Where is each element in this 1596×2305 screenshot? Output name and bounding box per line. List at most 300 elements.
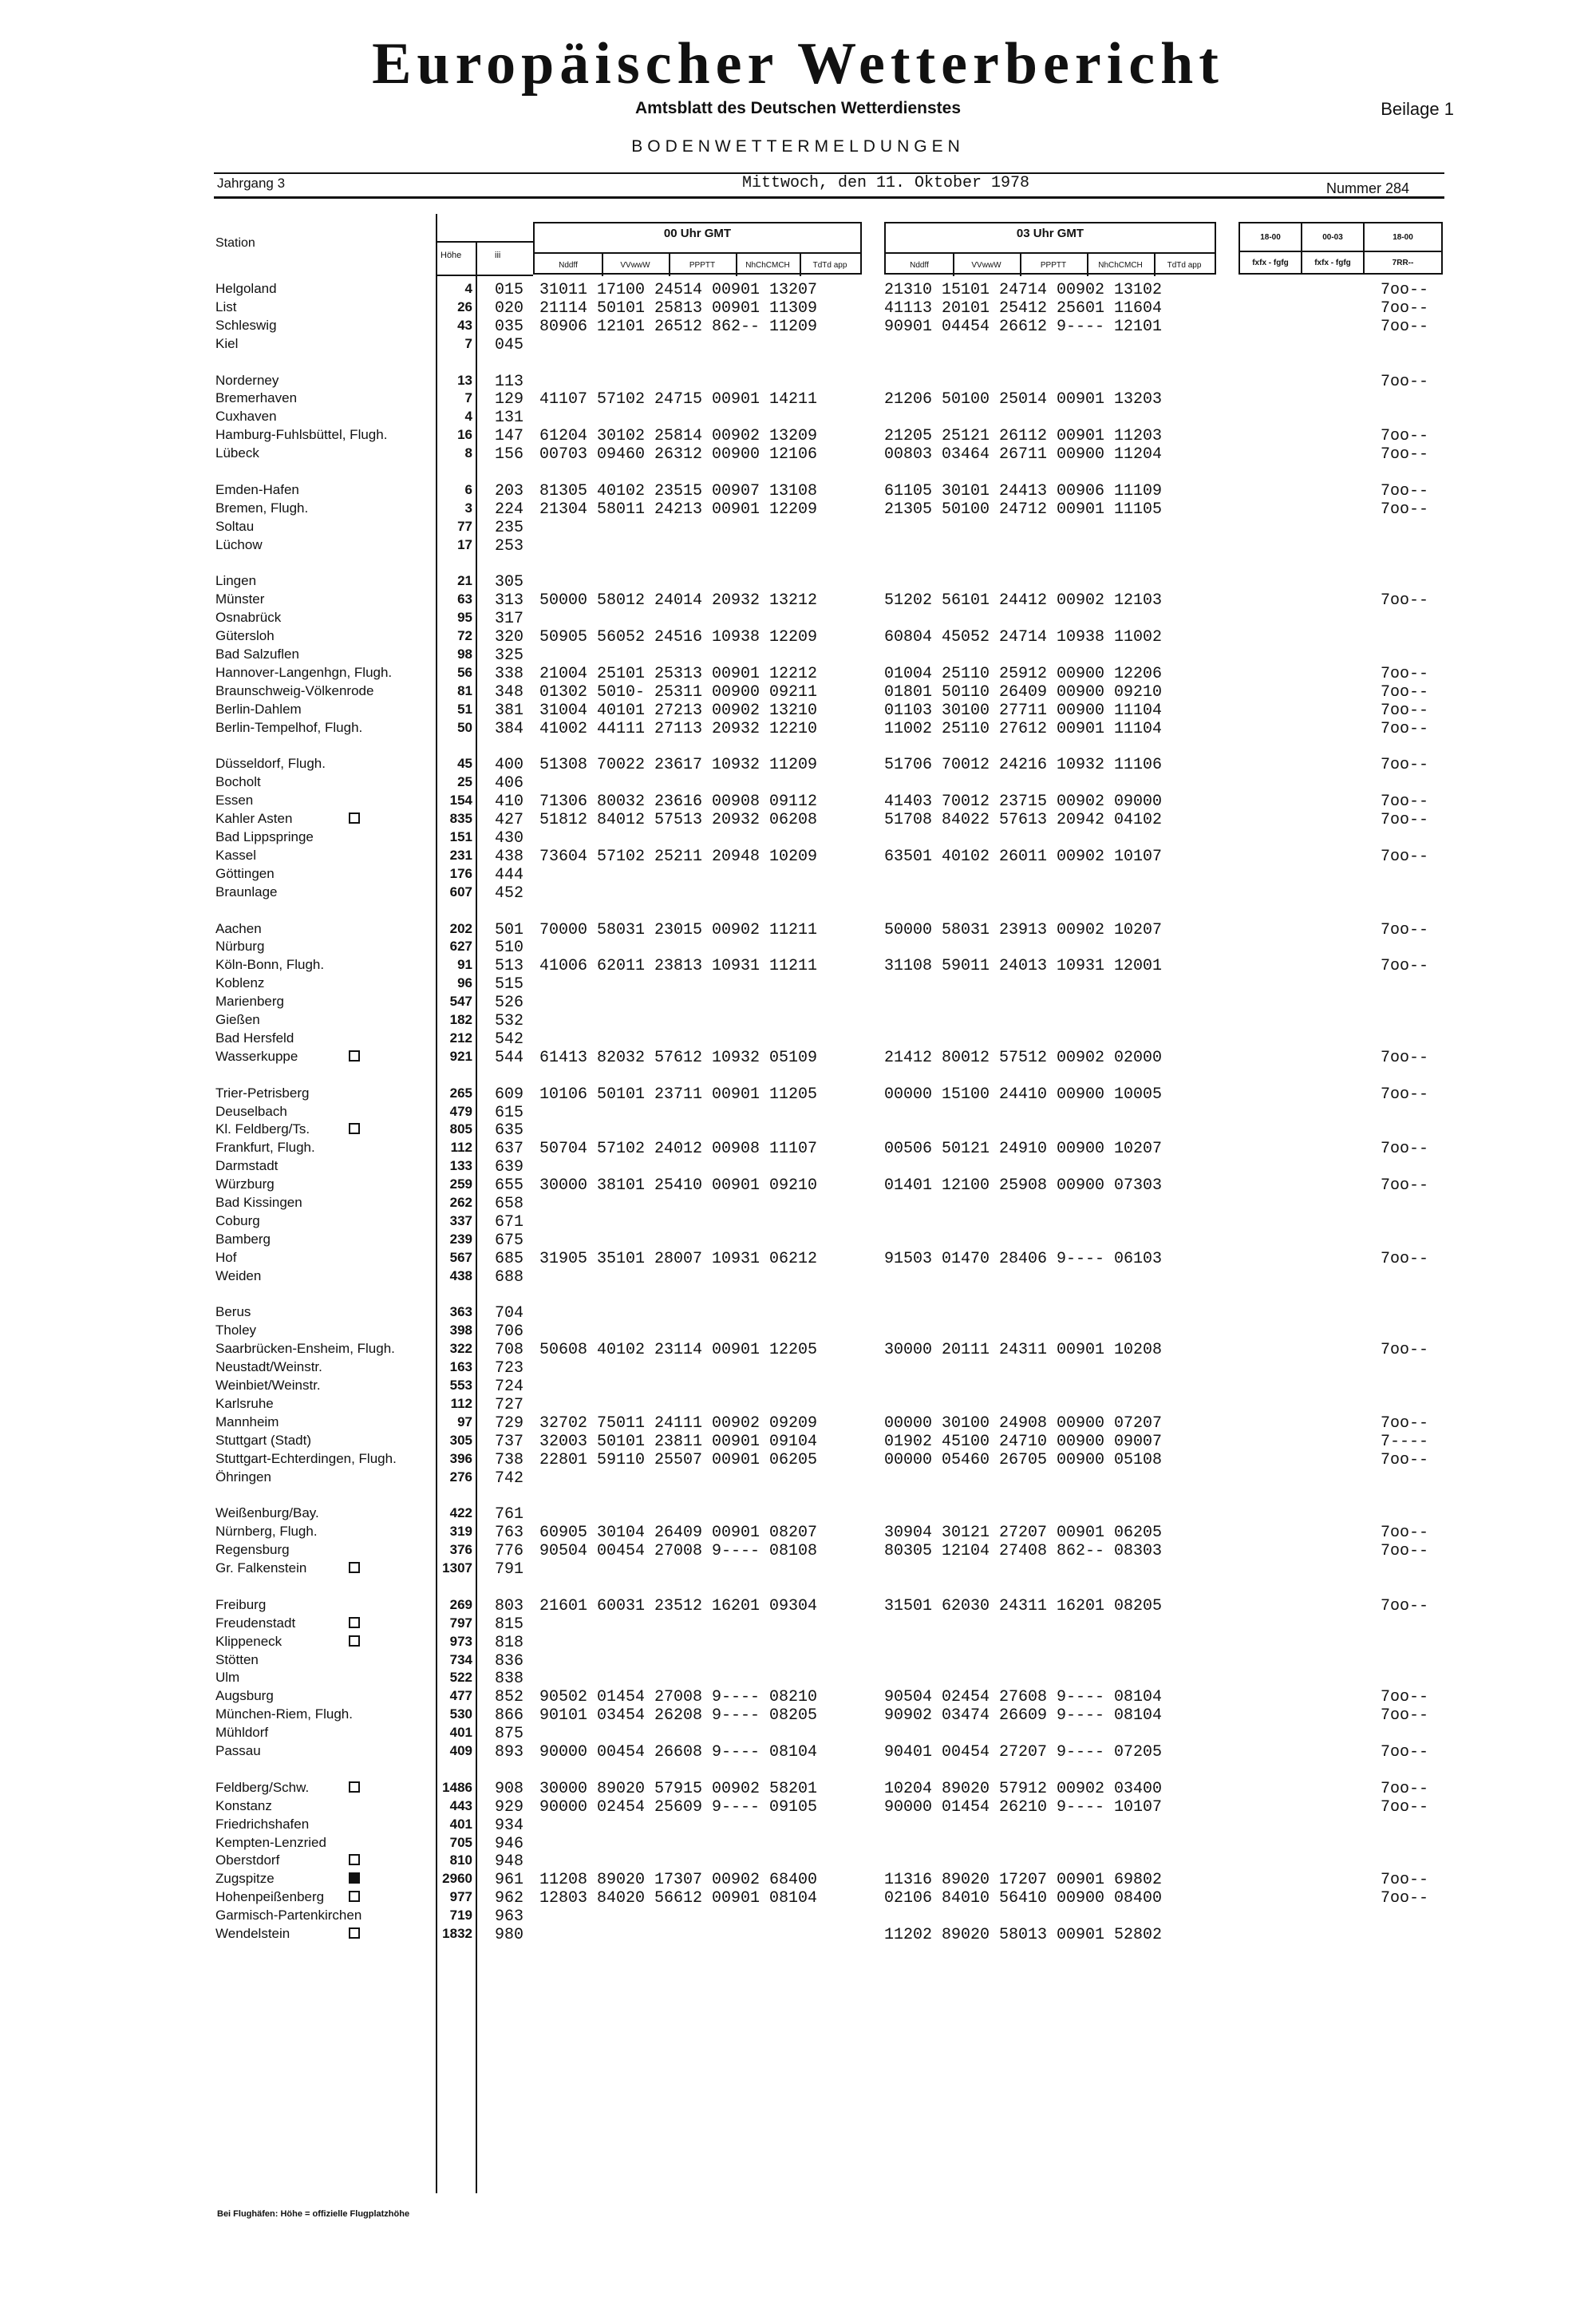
- table-row: [0, 939, 1596, 957]
- precip-group: 7oo--: [1381, 1889, 1429, 1908]
- station-index: 836: [495, 1651, 524, 1670]
- obs-03-utc: 31108 59011 24013 10931 12001: [884, 957, 1163, 976]
- station-index: 452: [495, 884, 524, 903]
- station-height: 13: [457, 372, 472, 388]
- station-name: Freudenstadt: [215, 1615, 296, 1631]
- station-index: 400: [495, 756, 524, 775]
- precip-group: 7oo--: [1381, 1688, 1429, 1707]
- station-height: 719: [449, 1908, 472, 1923]
- station-height: 133: [449, 1158, 472, 1174]
- station-height: 77: [457, 518, 472, 534]
- table-row: [0, 1414, 1596, 1433]
- table-row: [0, 500, 1596, 519]
- station-name: Karlsruhe: [215, 1395, 274, 1411]
- station-index: 381: [495, 701, 524, 720]
- obs-00-utc: 30000 38101 25410 00901 09210: [539, 1176, 818, 1196]
- table-row: [0, 1469, 1596, 1488]
- group-00-utc: [533, 222, 862, 275]
- station-name: Schleswig: [215, 317, 277, 333]
- filled-square-icon: [349, 1872, 360, 1884]
- station-index: 818: [495, 1633, 524, 1652]
- obs-00-utc: 81305 40102 23515 00907 13108: [539, 481, 818, 500]
- station-height: 810: [449, 1852, 472, 1868]
- station-index: 305: [495, 573, 524, 592]
- station-name: Mühldorf: [215, 1725, 269, 1741]
- square-icon: [349, 812, 360, 824]
- station-name: Koblenz: [215, 975, 265, 991]
- volume-label: Jahrgang 3: [217, 176, 286, 191]
- table-row: [0, 445, 1596, 464]
- station-height: 265: [449, 1085, 472, 1101]
- table-row: [0, 756, 1596, 774]
- ext-rr-sub: 7RR--: [1392, 258, 1414, 267]
- col-ext-18-00: [1238, 222, 1302, 275]
- station-index: 655: [495, 1176, 524, 1196]
- obs-03-utc: 31501 62030 24311 16201 08205: [884, 1596, 1163, 1615]
- table-row: [0, 1706, 1596, 1725]
- obs-00-utc: 90504 00454 27008 9---- 08108: [539, 1542, 818, 1561]
- ext-00-03-sub: fxfx - fgfg: [1314, 258, 1351, 267]
- station-height: 973: [449, 1633, 472, 1649]
- station-index: 980: [495, 1926, 524, 1944]
- table-row: [0, 1176, 1596, 1195]
- table-row: [0, 1121, 1596, 1140]
- obs-03-utc: 11316 89020 17207 00901 69802: [884, 1871, 1163, 1890]
- station-height: 4: [464, 281, 472, 296]
- table-row: [0, 1871, 1596, 1889]
- station-index: 727: [495, 1395, 524, 1414]
- obs-00-utc: 21114 50101 25813 00901 11309: [539, 299, 818, 318]
- precip-group: 7oo--: [1381, 1085, 1429, 1104]
- obs-03-utc: 01902 45100 24710 00900 09007: [884, 1432, 1163, 1451]
- obs-00-utc: 51308 70022 23617 10932 11209: [539, 756, 818, 775]
- square-icon: [349, 1927, 360, 1939]
- station-height: 151: [449, 829, 472, 844]
- station-height: 398: [449, 1323, 472, 1338]
- col-vvwww: VVwwW: [602, 254, 670, 276]
- station-height: 81: [457, 682, 472, 698]
- obs-00-utc: 61204 30102 25814 00902 13209: [539, 427, 818, 446]
- ext-00-03-title: 00-03: [1302, 223, 1363, 252]
- col-ext-00-03: [1301, 222, 1365, 275]
- station-index: 763: [495, 1524, 524, 1543]
- station-height: 45: [457, 756, 472, 772]
- station-name: Lüchow: [215, 536, 263, 552]
- table-row: [0, 1104, 1596, 1122]
- station-index: 852: [495, 1688, 524, 1707]
- station-height: 97: [457, 1413, 472, 1429]
- table-row: [0, 537, 1596, 555]
- station-height: 479: [449, 1103, 472, 1119]
- table-row: [0, 975, 1596, 994]
- obs-00-utc: 90502 01454 27008 9---- 08210: [539, 1688, 818, 1707]
- obs-00-utc: 41107 57102 24715 00901 14211: [539, 390, 818, 409]
- obs-00-utc: 10106 50101 23711 00901 11205: [539, 1085, 818, 1104]
- obs-03-utc: 60804 45052 24714 10938 11002: [884, 628, 1163, 647]
- station-height: 56: [457, 664, 472, 680]
- rule-hoehe-header-top: [436, 241, 533, 243]
- station-name: Oberstdorf: [215, 1852, 280, 1868]
- obs-03-utc: 21305 50100 24712 00901 11105: [884, 500, 1163, 519]
- precip-group: 7oo--: [1381, 481, 1429, 500]
- table-row: [0, 646, 1596, 665]
- table-row: [0, 610, 1596, 628]
- station-index: 542: [495, 1030, 524, 1049]
- table-row: [0, 318, 1596, 336]
- station-height: 305: [449, 1432, 472, 1448]
- station-index: 348: [495, 682, 524, 702]
- precip-group: 7oo--: [1381, 317, 1429, 336]
- obs-03-utc: 01401 12100 25908 00900 07303: [884, 1176, 1163, 1196]
- station-name: Lingen: [215, 573, 257, 589]
- table-row: [0, 1049, 1596, 1067]
- station-index: 235: [495, 518, 524, 537]
- table-row: [0, 829, 1596, 848]
- station-name: Soltau: [215, 518, 255, 534]
- station-index: 929: [495, 1797, 524, 1817]
- obs-00-utc: 61413 82032 57612 10932 05109: [539, 1048, 818, 1067]
- precip-group: 7oo--: [1381, 1596, 1429, 1615]
- obs-03-utc: 01004 25110 25912 00900 12206: [884, 664, 1163, 683]
- station-index: 444: [495, 865, 524, 884]
- col-ext-rr: [1363, 222, 1443, 275]
- table-row: [0, 482, 1596, 500]
- station-index: 510: [495, 939, 524, 958]
- obs-00-utc: 31004 40101 27213 00902 13210: [539, 701, 818, 720]
- station-name: Marienberg: [215, 994, 284, 1010]
- station-height: 276: [449, 1469, 472, 1485]
- obs-03-utc: 90901 04454 26612 9---- 12101: [884, 317, 1163, 336]
- station-index: 147: [495, 427, 524, 446]
- station-height: 322: [449, 1341, 472, 1357]
- station-index: 320: [495, 628, 524, 647]
- station-height: 2960: [442, 1871, 472, 1887]
- station-name: Braunlage: [215, 884, 278, 899]
- precip-group: 7oo--: [1381, 591, 1429, 611]
- station-height: 91: [457, 957, 472, 973]
- station-name: Gr. Falkenstein: [215, 1560, 307, 1576]
- obs-03-utc: 51706 70012 24216 10932 11106: [884, 756, 1163, 775]
- table-row: [0, 1085, 1596, 1104]
- station-height: 17: [457, 536, 472, 552]
- obs-00-utc: 51812 84012 57513 20932 06208: [539, 811, 818, 830]
- station-name: Osnabrück: [215, 610, 282, 626]
- station-height: 95: [457, 610, 472, 626]
- obs-03-utc: 21412 80012 57512 00902 02000: [884, 1048, 1163, 1067]
- obs-00-utc: 01302 5010- 25311 00900 09211: [539, 682, 818, 702]
- station-name: Freiburg: [215, 1596, 267, 1612]
- obs-03-utc: 11202 89020 58013 00901 52802: [884, 1926, 1163, 1944]
- group-03-utc: [884, 222, 1216, 275]
- col-nddff: Nddff: [535, 254, 603, 276]
- station-height: 530: [449, 1706, 472, 1722]
- station-height: 443: [449, 1797, 472, 1813]
- table-row: [0, 811, 1596, 829]
- station-index: 706: [495, 1323, 524, 1342]
- station-height: 401: [449, 1816, 472, 1832]
- station-height: 259: [449, 1176, 472, 1192]
- obs-03-utc: 00000 05460 26705 00900 05108: [884, 1450, 1163, 1469]
- obs-00-utc: 21601 60031 23512 16201 09304: [539, 1596, 818, 1615]
- station-index: 532: [495, 1012, 524, 1030]
- station-index: 131: [495, 409, 524, 428]
- station-index: 156: [495, 445, 524, 465]
- precip-group: 7oo--: [1381, 811, 1429, 830]
- obs-03-utc: 61105 30101 24413 00906 11109: [884, 481, 1163, 500]
- table-row: [0, 1652, 1596, 1670]
- precip-group: 7oo--: [1381, 1524, 1429, 1543]
- station-name: Trier-Petrisberg: [215, 1085, 310, 1101]
- station-name: Braunschweig-Völkenrode: [215, 682, 374, 698]
- col-nhchcmch: NhChCMCH: [736, 254, 801, 276]
- obs-00-utc: 71306 80032 23616 00908 09112: [539, 793, 818, 812]
- table-row: [0, 628, 1596, 646]
- table-row: [0, 299, 1596, 318]
- station-height: 202: [449, 920, 472, 936]
- table-row: [0, 390, 1596, 409]
- table-row: [0, 373, 1596, 391]
- station-height: 705: [449, 1834, 472, 1850]
- square-icon: [349, 1854, 360, 1865]
- station-index: 688: [495, 1267, 524, 1287]
- precip-group: 7oo--: [1381, 1779, 1429, 1798]
- precip-group: 7oo--: [1381, 682, 1429, 702]
- station-name: Weiden: [215, 1267, 262, 1283]
- table-row: [0, 336, 1596, 354]
- table-row: [0, 702, 1596, 720]
- obs-00-utc: 21304 58011 24213 00901 12209: [539, 500, 818, 519]
- obs-03-utc: 51202 56101 24412 00902 12103: [884, 591, 1163, 611]
- precip-group: 7oo--: [1381, 1542, 1429, 1561]
- station-height: 319: [449, 1524, 472, 1540]
- table-row: [0, 921, 1596, 939]
- station-index: 129: [495, 390, 524, 409]
- obs-00-utc: 41002 44111 27113 20932 12210: [539, 719, 818, 738]
- table-row: [0, 1359, 1596, 1378]
- station-name: Mannheim: [215, 1413, 279, 1429]
- station-index: 635: [495, 1121, 524, 1141]
- station-name: Bremerhaven: [215, 390, 298, 406]
- obs-00-utc: 22801 59110 25507 00901 06205: [539, 1450, 818, 1469]
- report-kind: BODENWETTERMELDUNGEN: [631, 137, 965, 156]
- station-index: 430: [495, 829, 524, 848]
- station-index: 544: [495, 1048, 524, 1067]
- precip-group: 7oo--: [1381, 756, 1429, 775]
- precip-group: 7oo--: [1381, 445, 1429, 465]
- obs-00-utc: 30000 89020 57915 00902 58201: [539, 1779, 818, 1798]
- station-index: 742: [495, 1469, 524, 1488]
- rule-under-subheader: [436, 275, 533, 276]
- obs-03-utc: 30904 30121 27207 00901 06205: [884, 1524, 1163, 1543]
- station-index: 035: [495, 317, 524, 336]
- station-name: Hof: [215, 1249, 237, 1265]
- precip-group: 7oo--: [1381, 500, 1429, 519]
- table-row: [0, 1505, 1596, 1524]
- obs-03-utc: 41403 70012 23715 00902 09000: [884, 793, 1163, 812]
- table-row: [0, 774, 1596, 793]
- station-name: Kassel: [215, 847, 257, 863]
- station-name: Würzburg: [215, 1176, 275, 1192]
- station-name: Feldberg/Schw.: [215, 1779, 310, 1795]
- station-height: 438: [449, 1267, 472, 1283]
- station-height: 1486: [442, 1779, 472, 1795]
- table-row: [0, 793, 1596, 811]
- station-height: 422: [449, 1505, 472, 1521]
- station-index: 791: [495, 1560, 524, 1579]
- station-index: 313: [495, 591, 524, 611]
- station-height: 26: [457, 299, 472, 314]
- station-index: 639: [495, 1158, 524, 1177]
- obs-03-utc: 30000 20111 24311 00901 10208: [884, 1341, 1163, 1360]
- obs-03-utc: 00000 30100 24908 00900 07207: [884, 1413, 1163, 1433]
- station-name: Passau: [215, 1743, 261, 1758]
- group-03-title: 03 Uhr GMT: [1016, 227, 1084, 240]
- station-index: 406: [495, 774, 524, 793]
- square-icon: [349, 1617, 360, 1628]
- station-height: 607: [449, 884, 472, 899]
- station-height: 401: [449, 1725, 472, 1741]
- station-name: Klippeneck: [215, 1633, 282, 1649]
- hoehe-column-header: Höhe: [440, 251, 462, 260]
- station-index: 020: [495, 299, 524, 318]
- station-name: Berlin-Tempelhof, Flugh.: [215, 719, 363, 735]
- station-index: 317: [495, 610, 524, 629]
- station-name: Emden-Hafen: [215, 481, 299, 497]
- obs-03-utc: 01103 30100 27711 00900 11104: [884, 701, 1163, 720]
- obs-03-utc: 10204 89020 57912 00902 03400: [884, 1779, 1163, 1798]
- station-height: 63: [457, 591, 472, 607]
- station-name: Gießen: [215, 1012, 260, 1027]
- station-height: 98: [457, 646, 472, 662]
- obs-03-utc: 90000 01454 26210 9---- 10107: [884, 1797, 1163, 1817]
- obs-03-utc: 00803 03464 26711 00900 11204: [884, 445, 1163, 465]
- station-name: Helgoland: [215, 281, 277, 296]
- station-height: 409: [449, 1743, 472, 1758]
- station-name: Stötten: [215, 1651, 259, 1667]
- station-name: Hannover-Langenhgn, Flugh.: [215, 664, 393, 680]
- precip-group: 7oo--: [1381, 847, 1429, 866]
- station-name: Bremen, Flugh.: [215, 500, 309, 516]
- obs-03-utc: 90504 02454 27608 9---- 08104: [884, 1688, 1163, 1707]
- obs-03-utc: 02106 84010 56410 00900 08400: [884, 1889, 1163, 1908]
- station-name: Lübeck: [215, 445, 259, 461]
- station-index: 410: [495, 793, 524, 812]
- station-index: 325: [495, 646, 524, 665]
- station-index: 685: [495, 1249, 524, 1268]
- station-index: 203: [495, 481, 524, 500]
- table-row: [0, 994, 1596, 1012]
- table-row: [0, 683, 1596, 702]
- station-index: 671: [495, 1212, 524, 1232]
- table-row: [0, 1378, 1596, 1396]
- station-height: 176: [449, 865, 472, 881]
- table-row: [0, 519, 1596, 537]
- precip-group: 7oo--: [1381, 1048, 1429, 1067]
- obs-03-utc: 90902 03474 26609 9---- 08104: [884, 1706, 1163, 1726]
- table-row: [0, 1780, 1596, 1798]
- table-row: [0, 1140, 1596, 1158]
- obs-03-utc: 01801 50110 26409 00900 09210: [884, 682, 1163, 702]
- station-height: 212: [449, 1030, 472, 1046]
- station-name: Hamburg-Fuhlsbüttel, Flugh.: [215, 427, 388, 443]
- station-name: Cuxhaven: [215, 409, 277, 425]
- iii-column-header: iii: [495, 251, 501, 260]
- station-name: Coburg: [215, 1212, 260, 1228]
- station-name: Stuttgart-Echterdingen, Flugh.: [215, 1450, 397, 1466]
- station-index: 948: [495, 1852, 524, 1872]
- station-index: 501: [495, 920, 524, 939]
- station-name: Garmisch-Partenkirchen: [215, 1908, 362, 1923]
- station-name: Aachen: [215, 920, 262, 936]
- station-name: Saarbrücken-Ensheim, Flugh.: [215, 1341, 395, 1357]
- table-row: [0, 1743, 1596, 1761]
- station-height: 112: [450, 1140, 472, 1156]
- square-icon: [349, 1123, 360, 1134]
- station-name: Kl. Feldberg/Ts.: [215, 1121, 310, 1137]
- station-index: 776: [495, 1542, 524, 1561]
- station-height: 567: [449, 1249, 472, 1265]
- table-row: [0, 1232, 1596, 1250]
- station-height: 3: [464, 500, 472, 516]
- table-row: [0, 1030, 1596, 1049]
- obs-00-utc: 00703 09460 26312 00900 12106: [539, 445, 818, 465]
- table-row: [0, 665, 1596, 683]
- precip-group: 7oo--: [1381, 1743, 1429, 1761]
- station-height: 363: [449, 1304, 472, 1320]
- obs-03-utc: 51708 84022 57613 20942 04102: [884, 811, 1163, 830]
- station-index: 427: [495, 811, 524, 830]
- obs-00-utc: 50000 58012 24014 20932 13212: [539, 591, 818, 611]
- footnote: Bei Flughäfen: Höhe = offizielle Flugplatzhöhe: [217, 2209, 410, 2219]
- table-row: [0, 720, 1596, 738]
- obs-00-utc: 50608 40102 23114 00901 12205: [539, 1341, 818, 1360]
- station-height: 835: [449, 811, 472, 827]
- table-row: [0, 884, 1596, 903]
- station-height: 7: [464, 335, 472, 351]
- station-name: Kahler Asten: [215, 811, 293, 827]
- station-height: 477: [449, 1688, 472, 1704]
- station-name: Stuttgart (Stadt): [215, 1432, 311, 1448]
- station-height: 7: [464, 390, 472, 406]
- station-name: Neustadt/Weinstr.: [215, 1359, 322, 1375]
- square-icon: [349, 1635, 360, 1647]
- obs-00-utc: 41006 62011 23813 10931 11211: [539, 957, 818, 976]
- table-row: [0, 1012, 1596, 1030]
- obs-00-utc: 50905 56052 24516 10938 12209: [539, 628, 818, 647]
- table-row: [0, 1560, 1596, 1579]
- station-height: 231: [449, 847, 472, 863]
- station-index: 866: [495, 1706, 524, 1726]
- col-tdtdapp-03: TdTd app: [1167, 260, 1202, 270]
- precip-group: 7oo--: [1381, 793, 1429, 812]
- obs-03-utc: 21206 50100 25014 00901 13203: [884, 390, 1163, 409]
- precip-group: 7oo--: [1381, 719, 1429, 738]
- obs-00-utc: 11208 89020 17307 00902 68400: [539, 1871, 818, 1890]
- table-row: [0, 1542, 1596, 1560]
- obs-00-utc: 31905 35101 28007 10931 06212: [539, 1249, 818, 1268]
- station-index: 253: [495, 536, 524, 555]
- col-ppptt: PPPTT: [669, 254, 737, 276]
- station-height: 797: [449, 1615, 472, 1631]
- station-name: Berlin-Dahlem: [215, 701, 302, 717]
- station-height: 4: [464, 409, 472, 425]
- station-name: Frankfurt, Flugh.: [215, 1140, 315, 1156]
- obs-00-utc: 21004 25101 25313 00901 12212: [539, 664, 818, 683]
- precip-group: 7oo--: [1381, 1341, 1429, 1360]
- station-index: 438: [495, 847, 524, 866]
- obs-03-utc: 91503 01470 28406 9---- 06103: [884, 1249, 1163, 1268]
- station-name: Berus: [215, 1304, 251, 1320]
